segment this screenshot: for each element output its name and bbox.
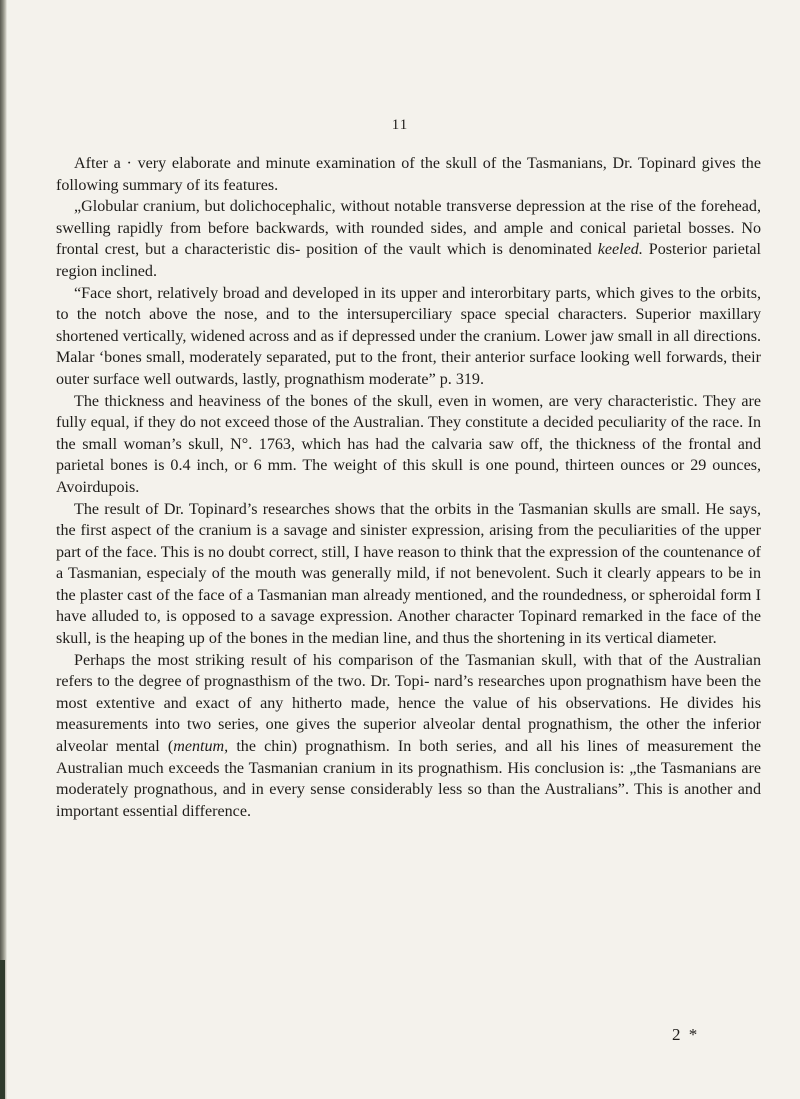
mentum-term: mentum, <box>173 738 229 756</box>
paragraph-bone-thickness: The thickness and heaviness of the bones of the skull, even in women, are very characteristic. They are fully equal, if they do not exceed those of the Australian. They constitute a decided peculiarity of the race. In the small woman’s skull, N°. 1763, which has had the calvaria saw off, the thickness of the frontal and parietal bones is 0.4 inch, or 6 mm. The weight of this skull is one pound, thirteen ounces or 29 ounces, Avoirdupois. <box>56 392 761 496</box>
paragraph-intro: After a · very elaborate and minute examination of the skull of the Tasmanians, Dr. Topinard gives the following summary of its features. <box>56 155 761 194</box>
page-edge-shadow <box>0 0 7 1099</box>
prognathism-end: the chin) prognathism. In both series, and all his lines of measurement the Australian much exceeds the Tasmanian cranium in its prognathism. His conclusion is: „the Tasmanians are moderately prognathous, and in every sense considerably less so than the Australians”. This is another and important essential difference. <box>56 738 761 820</box>
cranium-summary-text: „Globular cranium, but dolichocephalic, without notable transverse depression at the rise of the forehead, swelling rapidly from before backwards, with rounded sides, and ample and conical parietal bosses. No frontal crest, but a characteristic dis- position of the vault which is denominated <box>56 198 761 259</box>
keeled-term: keeled. <box>597 241 643 259</box>
paragraph-cranium-summary <box>56 196 761 282</box>
paragraph-face-summary: “Face short, relatively broad and developed in its upper and interorbitary parts, which gives to the orbits, to the notch above the nose, and to the intersuperciliary space special characters. Superior maxillary shortened vertically, widened across and as if depressed under the cranium. Lower jaw small in all directions. Malar ‘bones small, moderately separated, put to the front, their anterior surface looking well forwards, their outer surface well outwards, lastly, prognathism moderate” p. 319. <box>56 284 761 388</box>
body-text <box>56 153 761 822</box>
page-number: 11 <box>391 117 409 133</box>
printer-signature-mark: 2 * <box>672 1025 700 1044</box>
cranium-summary-end: Posterior parietal region inclined. <box>56 241 761 280</box>
paragraph-prognathism <box>56 650 761 823</box>
paragraph-orbits: The result of Dr. Topinard’s researches shows that the orbits in the Tasmanian skulls are small. He says, the first aspect of the cranium is a savage and sinister expression, arising from the peculiarities of the upper part of the face. This is no doubt correct, still, I have reason to think that the expression of the countenance of a Tasmanian, especialy of the mouth was generally mild, if not benevolent. Such it clearly appears to be in the plaster cast of the face of a Tasmanian man already mentioned, and the roundedness, or spheroidal form I have alluded to, is opposed to a savage expression. Another character Topinard remarked in the face of the skull, is the heaping up of the bones in the median line, and thus the shortening in its vertical diameter. <box>56 500 761 648</box>
prognathism-text: Perhaps the most striking result of his comparison of the Tasmanian skull, with that of the Australian refers to the degree of prognasthism of the two. Dr. Topi- nard’s researches upon prognathism have been the most extentive and exact of any hitherto made, hence the value of his observations. He divides his measurements into two series, one gives the superior alveolar dental prognathism, the other the inferior alveolar mental ( <box>56 651 761 756</box>
page-edge-dark-strip <box>0 960 5 1099</box>
